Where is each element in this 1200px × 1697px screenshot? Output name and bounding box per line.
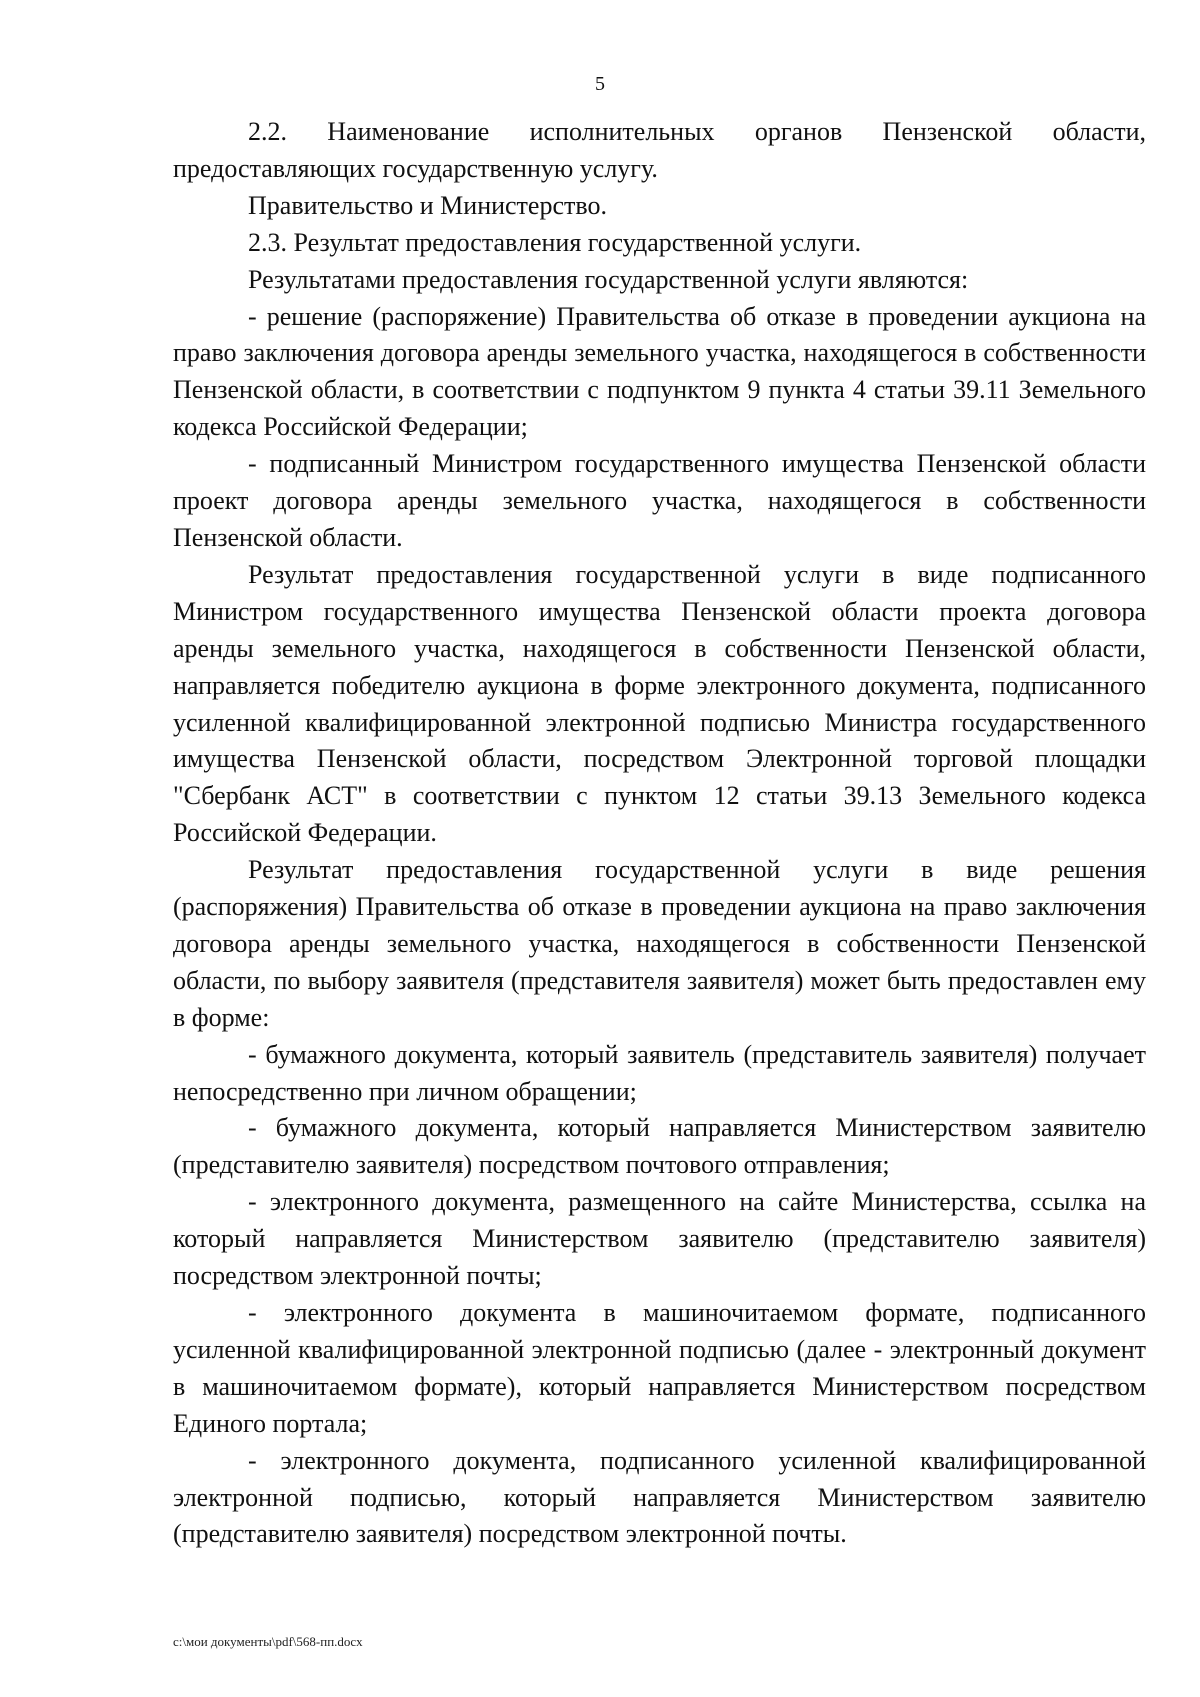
paragraph-authorities: Правительство и Министерство. bbox=[248, 190, 607, 220]
document-body bbox=[173, 114, 1146, 1553]
paragraph-result-refusal: - решение (распоряжение) Правительства об отказе в проведении аукциона на право заключения договора аренды земельного участка, находящегося в собственности Пензенской области, в соответствии с подпунктом 9 пункта 4 статьи 39.11 Земельного кодекса Российской Федерации; bbox=[173, 301, 1146, 442]
paragraph-form-paper-mail: - бумажного документа, который направляется Министерством заявителю (представителю заявителя) посредством почтового отправления; bbox=[173, 1113, 1146, 1180]
paragraph-2-3-heading: 2.3. Результат предоставления государственной услуги. bbox=[248, 227, 862, 257]
paragraph-refusal-delivery: Результат предоставления государственной услуги в виде решения (распоряжения) Правительства об отказе в проведении аукциона на право заключения договора аренды земельного участка, находящегося в собственности Пензенской области, по выбору заявителя (представителя заявителя) может быть предоставлен ему в форме: bbox=[173, 855, 1146, 1032]
paragraph-results-intro: Результатами предоставления государственной услуги являются: bbox=[248, 264, 969, 294]
paragraph-form-electronic-link: - электронного документа, размещенного на сайте Министерства, ссылка на который направляется Министерством заявителю (представителю заявителя) посредством электронной почты; bbox=[173, 1187, 1146, 1291]
paragraph-form-electronic-email: - электронного документа, подписанного усиленной квалифицированной электронной подписью, который направляется Министерством заявителю (представителю заявителя) посредством электронной почты. bbox=[173, 1445, 1146, 1549]
paragraph-form-paper-personal: - бумажного документа, который заявитель (представитель заявителя) получает непосредственно при личном обращении; bbox=[173, 1039, 1146, 1106]
paragraph-result-contract: - подписанный Министром государственного имущества Пензенской области проект договора аренды земельного участка, находящегося в собственности Пензенской области. bbox=[173, 449, 1146, 552]
paragraph-2-2-heading: 2.2. Наименование исполнительных органов Пензенской области, предоставляющих государственную услугу. bbox=[173, 117, 1146, 183]
file-path-footer: c:\мои документы\pdf\568-пп.docx bbox=[173, 1634, 363, 1649]
paragraph-form-machine-readable: - электронного документа в машиночитаемом формате, подписанного усиленной квалифицированной электронной подписью (далее - электронный документ в машиночитаемом формате), который направляется Министерством посредством Единого портала; bbox=[173, 1298, 1146, 1438]
page-number: 5 bbox=[595, 73, 605, 95]
paragraph-contract-delivery: Результат предоставления государственной услуги в виде подписанного Министром государственного имущества Пензенской области проекта договора аренды земельного участка, находящегося в собственности Пензенской области, направляется победителю аукциона в форме электронного документа, подписанного усиленной квалифицированной электронной подписью Министра государственного имущества Пензенской области, посредством Электронной торговой площадки "Сбербанк АСТ" в соответствии с пунктом 12 статьи 39.13 Земельного кодекса Российской Федерации. bbox=[173, 559, 1146, 848]
